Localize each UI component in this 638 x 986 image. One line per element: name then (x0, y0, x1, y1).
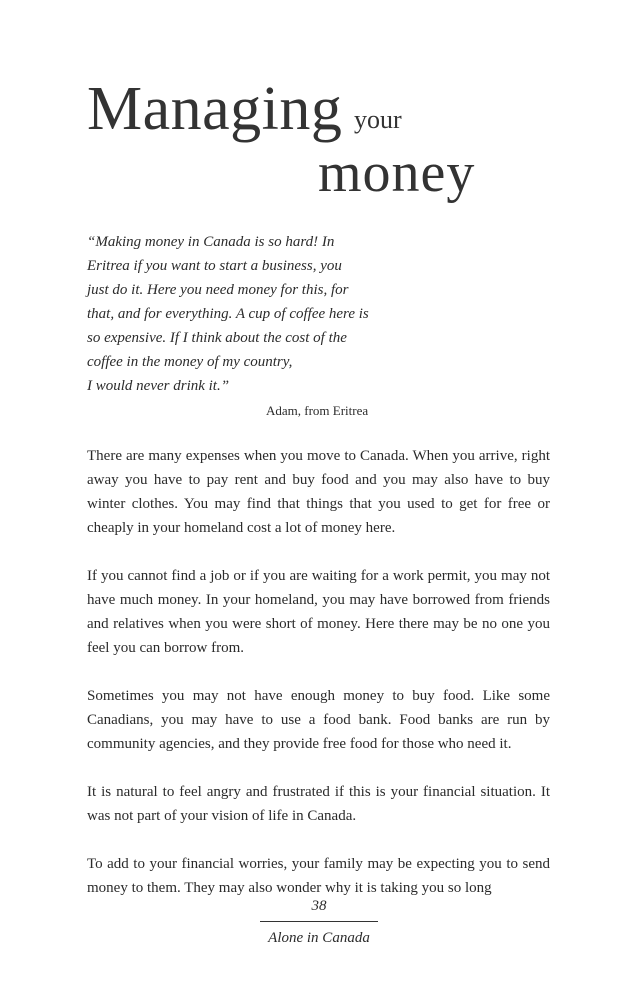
quote-line: just do it. Here you need money for this, for (87, 282, 349, 298)
paragraph: If you cannot find a job or if you are waiting for a work permit, you may not have much money. In your homeland, you may have borrowed from friends and relatives when you were short of money. Here there may be no one you feel you can borrow from. (87, 568, 550, 656)
paragraph: It is natural to feel angry and frustrated if this is your financial situation. It was not part of your vision of life in Canada. (87, 784, 550, 824)
running-footer-title: Alone in Canada (268, 930, 370, 946)
paragraph: To add to your financial worries, your family may be expecting you to send money to them. They may also wonder why it is taking you so long (87, 856, 550, 896)
paragraph: Sometimes you may not have enough money to buy food. Like some Canadians, you may have to use a food bank. Food banks are run by community agencies, and they provide free food for those who need it. (87, 688, 550, 752)
page-number: 38 (311, 898, 327, 914)
title-money: money (318, 142, 476, 204)
quote-line: that, and for everything. A cup of coffee here is (87, 306, 369, 322)
paragraph: There are many expenses when you move to Canada. When you arrive, right away you have to pay rent and buy food and you may also have to buy winter clothes. You may find that things that you used to get for free or cheaply in your homeland cost a lot of money here. (87, 448, 550, 536)
title-your: your (354, 105, 402, 134)
quote-line: Eritrea if you want to start a business, you (87, 258, 342, 274)
quote-line: “Making money in Canada is so hard! In (87, 234, 335, 250)
footer-divider (260, 921, 378, 922)
quote-attribution: Adam, from Eritrea (266, 403, 369, 418)
pull-quote (87, 230, 387, 398)
quote-line: coffee in the money of my country, (87, 354, 293, 370)
quote-line: I would never drink it.” (87, 378, 230, 394)
title-managing: Managing (87, 75, 343, 143)
body-text (87, 444, 550, 924)
quote-line: so expensive. If I think about the cost of the (87, 330, 347, 346)
